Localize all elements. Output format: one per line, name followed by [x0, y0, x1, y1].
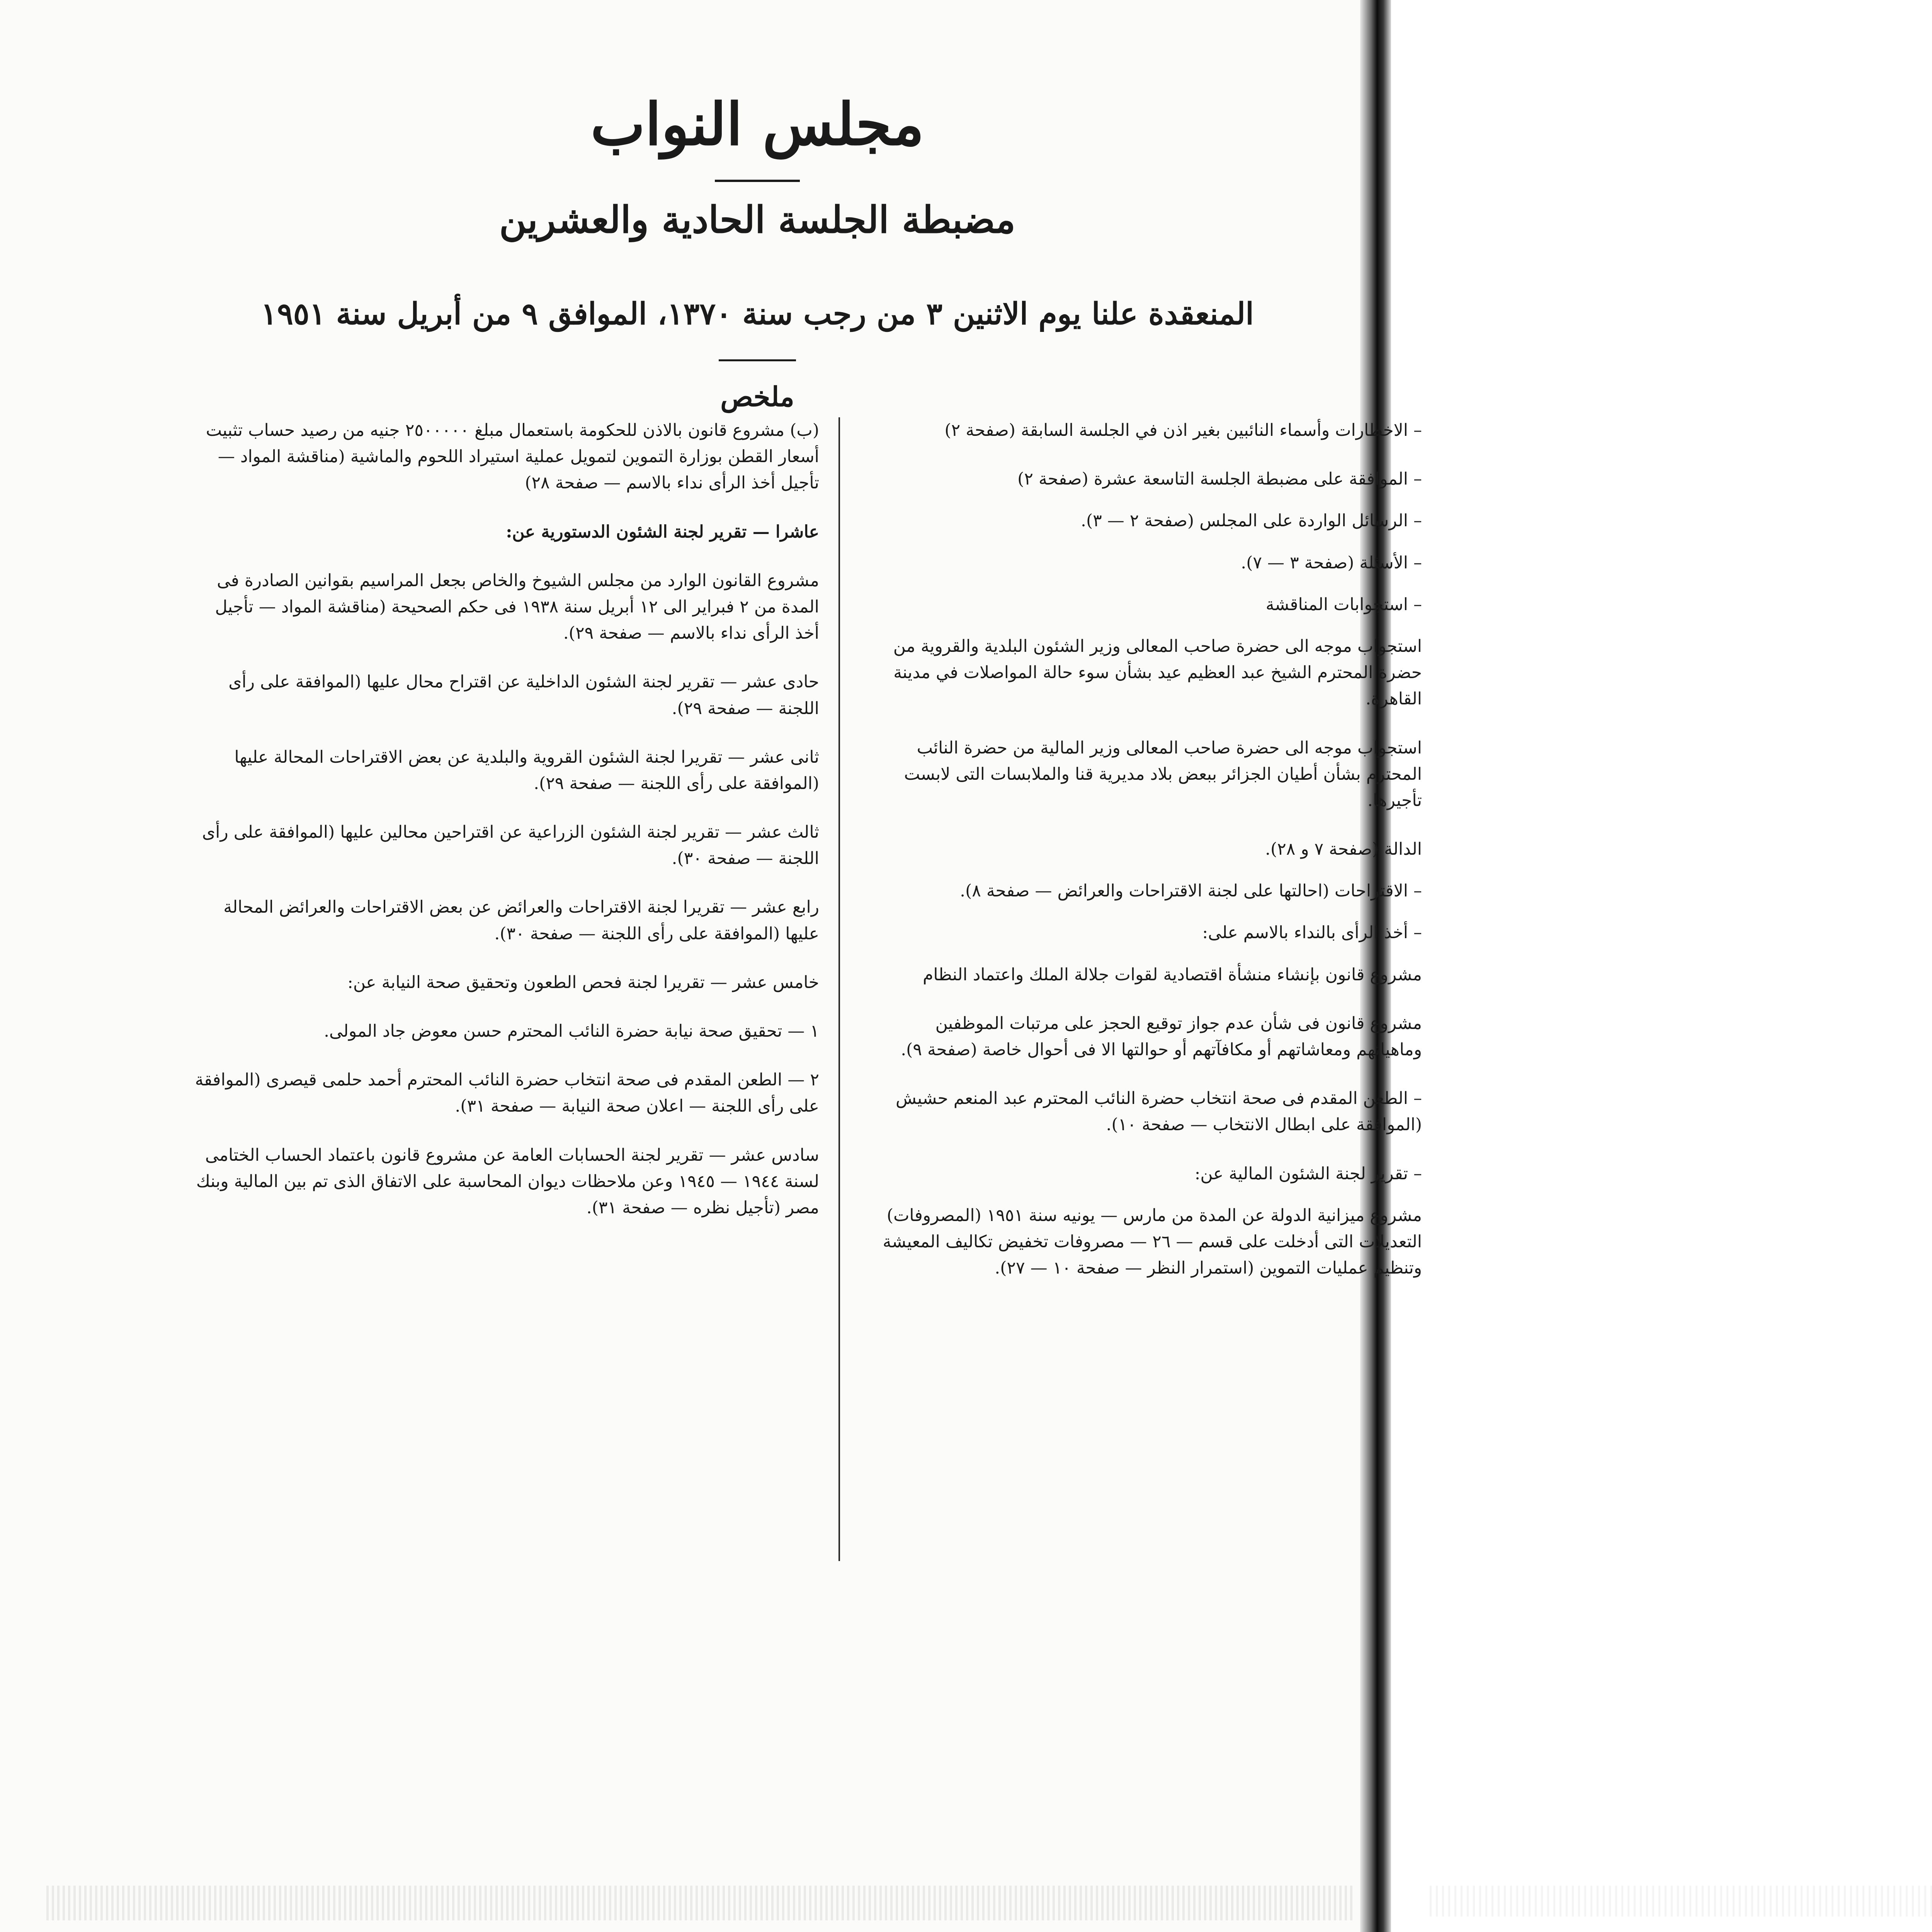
summary-item: (ب) مشروع قانون بالاذن للحكومة باستعمال مبلغ ٢٥٠٠٠٠٠ جنيه من رصيد حساب تثبيت أسعار القطن بوزارة التموين لتمويل عملية استيراد اللحوم والماشية (مناقشة المواد — تأجيل أخذ الرأى نداء بالاسم — صفحة ٢٨) [206, 420, 819, 493]
summary-heading: ملخص [720, 380, 794, 413]
summary-item: ثالث عشر — تقرير لجنة الشئون الزراعية عن اقتراحين محالين عليها (الموافقة على رأى اللجنة — صفحة ٣٠). [202, 822, 819, 869]
summary-item: – الاخطارات وأسماء النائبين بغير اذن في الجلسة السابقة (صفحة ٢) [944, 420, 1422, 440]
summary-item: سادس عشر — تقرير لجنة الحسابات العامة عن مشروع قانون باعتماد الحساب الختامى لسنة ١٩٤٤ — ١٩٤٥ وعن ملاحظات ديوان المحاسبة على الاتفاق الذى تم بين المالية وبنك مصر (تأجيل نظره — صفحة ٣١). [196, 1145, 819, 1218]
summary-item: – الموافقة على مضبطة الجلسة التاسعة عشرة (صفحة ٢) [1017, 469, 1422, 489]
summary-item: – الأسئلة (صفحة ٣ — ٧). [1241, 553, 1422, 573]
masthead-block [162, 90, 1352, 413]
masthead-divider [715, 180, 800, 182]
summary-item: استجواب موجه الى حضرة صاحب المعالى وزير المالية من حضرة النائب المحترم بشأن أطيان الجزائر ببعض بلاد مديرية قنا والملابسات التى لابست تأجيرها. [904, 738, 1422, 810]
summary-item: مشروع القانون الوارد من مجلس الشيوخ والخاص بجعل المراسيم بقوانين الصادرة فى المدة من ٢ فبراير الى ١٢ أبريل سنة ١٩٣٨ فى حكم الصحيحة (مناقشة المواد — تأجيل أخذ الرأى نداء بالاسم — صفحة ٢٩). [215, 570, 819, 643]
blank-right-page [1391, 0, 1932, 1932]
column-divider [838, 417, 840, 1561]
summary-item: الدالة (صفحة ٧ و ٢٨). [1265, 839, 1422, 859]
summary-item: – الرسائل الواردة على المجلس (صفحة ٢ — ٣). [1081, 511, 1422, 531]
scan-edge-noise [46, 1886, 1352, 1920]
masthead-title: مجلس النواب [590, 90, 924, 158]
summary-item: مشروع قانون بإنشاء منشأة اقتصادية لقوات جلالة الملك واعتماد النظام [923, 964, 1422, 985]
summary-item: عاشرا — تقرير لجنة الشئون الدستورية عن: [506, 522, 819, 542]
summary-item: ٢ — الطعن المقدم فى صحة انتخاب حضرة النائب المحترم أحمد حلمى قيصرى (الموافقة على رأى اللجنة — اعلان صحة النيابة — صفحة ٣١). [195, 1070, 819, 1116]
summary-item: خامس عشر — تقريرا لجنة فحص الطعون وتحقيق صحة النيابة عن: [347, 972, 819, 992]
summary-item: – استجوابات المناقشة [1265, 594, 1422, 614]
summary-item: استجواب موجه الى حضرة صاحب المعالى وزير الشئون البلدية والقروية من حضرة المحترم الشيخ عبد العظيم عيد بشأن سوء حالة المواصلات في مدينة القاهرة. [893, 636, 1422, 709]
summary-item: حادى عشر — تقرير لجنة الشئون الداخلية عن اقتراح محال عليها (الموافقة على رأى اللجنة — صفحة ٢٩). [228, 672, 819, 718]
summary-item: ثانى عشر — تقريرا لجنة الشئون القروية والبلدية عن بعض الاقتراحات المحالة عليها (الموافقة على رأى اللجنة — صفحة ٢٩). [234, 747, 819, 793]
summary-item: رابع عشر — تقريرا لجنة الاقتراحات والعرائض عن بعض الاقتراحات والعرائض المحالة عليها (الموافقة على رأى اللجنة — صفحة ٣٠). [223, 897, 819, 944]
summary-item: – الاقتراحات (احالتها على لجنة الاقتراحات والعرائض — صفحة ٨). [960, 881, 1422, 901]
summary-item: – تقرير لجنة الشئون المالية عن: [1194, 1163, 1422, 1184]
scan-edge-noise-right [1430, 1886, 1932, 1917]
summary-item: مشروع ميزانية الدولة عن المدة من مارس — يونيه سنة ١٩٥١ (المصروفات) التعديلات التى أدخلت على قسم — ٢٦ — مصروفات تخفيض تكاليف المعيشة وتنظيم عمليات التموين (استمرار النظر — صفحة ١٠ — ٢٧). [883, 1205, 1422, 1278]
summary-item: مشروع قانون فى شأن عدم جواز توقيع الحجز على مرتبات الموظفين وماهياتهم ومعاشاتهم أو مكافآتهم أو حوالتها الا فى أحوال خاصة (صفحة ٩). [901, 1013, 1422, 1060]
summary-column-left [185, 417, 819, 1243]
summary-item: – الطعن المقدم فى صحة انتخاب حضرة النائب المحترم عبد المنعم حشيش (الموافقة على ابطال الانتخاب — صفحة ١٠). [895, 1088, 1422, 1135]
summary-column-right [866, 417, 1422, 1304]
date-divider [719, 359, 796, 361]
session-title: مضبطة الجلسة الحادية والعشرين [499, 198, 1015, 242]
summary-item: ١ — تحقيق صحة نيابة حضرة النائب المحترم حسن معوض جاد المولى. [324, 1021, 819, 1041]
summary-item: – أخذ الرأى بالنداء بالاسم على: [1202, 923, 1422, 943]
session-date: المنعقدة علنا يوم الاثنين ٣ من رجب سنة ١٣٧٠، الموافق ٩ من أبريل سنة ١٩٥١ [261, 296, 1254, 332]
